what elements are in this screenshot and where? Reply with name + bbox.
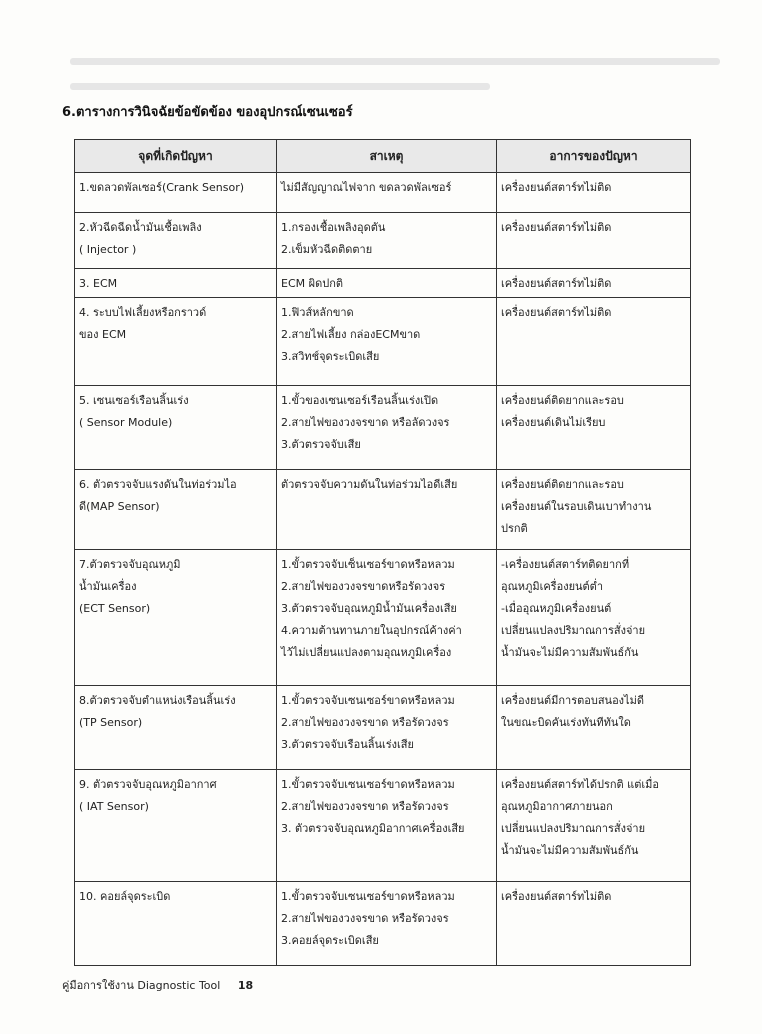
cause-line: 2.เข็มหัวฉีดติดตาย (281, 243, 373, 256)
cell-location (75, 269, 277, 298)
symptom-line: เครื่องยนต์เดินไม่เรียบ (501, 416, 606, 429)
cause-line: 3.ตัวตรวจจับเสีย (281, 438, 361, 451)
table-row (75, 269, 691, 298)
cell-location (75, 550, 277, 686)
header-location: จุดที่เกิดปัญหา (75, 140, 277, 173)
location-line: 2.หัวฉีดฉีดน้ำมันเชื้อเพลิง (79, 221, 202, 234)
table-row (75, 770, 691, 882)
symptom-line: อุณหภูมิอากาศภายนอก (501, 800, 613, 813)
cell-cause (277, 770, 497, 882)
cell-location (75, 173, 277, 213)
cell-cause (277, 213, 497, 269)
table-row (75, 173, 691, 213)
location-line: ( Injector ) (79, 243, 137, 256)
symptom-line: เครื่องยนต์ติดยากและรอบ (501, 478, 624, 491)
location-line: ของ ECM (79, 328, 127, 341)
location-line: 7.ตัวตรวจจับอุณหภูมิ (79, 558, 181, 571)
cell-cause (277, 550, 497, 686)
location-line: (ECT Sensor) (79, 602, 151, 615)
cell-cause (277, 173, 497, 213)
cause-line: 2.สายไฟเลี้ยง กล่องECMขาด (281, 328, 421, 341)
location-line: 8.ตัวตรวจจับตำแหน่งเรือนลิ้นเร่ง (79, 694, 236, 707)
table-row (75, 550, 691, 686)
cell-symptom (497, 470, 691, 550)
cell-location (75, 386, 277, 470)
location-line: ( Sensor Module) (79, 416, 173, 429)
cell-location (75, 686, 277, 770)
location-line: 4. ระบบไฟเลี้ยงหรือกราวด์ (79, 306, 207, 319)
cause-line: ไว้ไม่เปลี่ยนแปลงตามอุณหภูมิเครื่อง (281, 646, 452, 659)
cause-line: 3.คอยล์จุดระเบิดเสีย (281, 934, 379, 947)
symptom-line: -เครื่องยนต์สตาร์ทติดยากที่ (501, 558, 630, 571)
cause-line: 3.ตัวตรวจจับอุณหภูมิน้ำมันเครื่องเสีย (281, 602, 457, 615)
location-line: 10. คอยล์จุดระเบิด (79, 890, 171, 903)
cause-line: 3.สวิทช์จุดระเบิดเสีย (281, 350, 380, 363)
cell-location (75, 213, 277, 269)
symptom-line: เปลี่ยนแปลงปริมาณการสั่งจ่าย (501, 822, 646, 835)
header-cause: สาเหตุ (277, 140, 497, 173)
location-line: (TP Sensor) (79, 716, 143, 729)
cause-line: 2.สายไฟของวงจรขาด หรือรัดวงจร (281, 800, 449, 813)
location-line: 6. ตัวตรวจจับแรงดันในท่อร่วมไอ (79, 478, 237, 491)
footer-text: คู่มือการใช้งาน Diagnostic Tool (62, 979, 221, 992)
cell-symptom (497, 686, 691, 770)
location-line: ( IAT Sensor) (79, 800, 149, 813)
symptom-line: เครื่องยนต์มีการตอบสนองไม่ดี (501, 694, 644, 707)
symptom-line: เครื่องยนต์ในรอบเดินเบาทำงาน (501, 500, 652, 513)
cell-symptom (497, 213, 691, 269)
symptom-line: น้ำมันจะไม่มีความสัมพันธ์กัน (501, 646, 639, 659)
cause-line: ตัวตรวจจับความดันในท่อร่วมไอดีเสีย (281, 478, 458, 491)
symptom-line: เครื่องยนต์สตาร์ทได้ปรกติ แต่เมื่อ (501, 778, 660, 791)
cause-line: 1.ขั้วของเซนเซอร์เรือนลิ้นเร่งเปิด (281, 394, 439, 407)
cell-cause (277, 470, 497, 550)
page-footer (62, 976, 253, 994)
symptom-line: เครื่องยนต์สตาร์ทไม่ติด (501, 890, 612, 903)
table-row (75, 386, 691, 470)
symptom-line: เครื่องยนต์สตาร์ทไม่ติด (501, 306, 612, 319)
cell-cause (277, 386, 497, 470)
table-header-row (75, 140, 691, 173)
table-row (75, 470, 691, 550)
cause-line: 1.ขั้วตรวจจับเซนเซอร์ขาดหรือหลวม (281, 694, 455, 707)
cause-line: 2.สายไฟของวงจรขาด หรือรัดวงจร (281, 716, 449, 729)
symptom-line: เปลี่ยนแปลงปริมาณการสั่งจ่าย (501, 624, 646, 637)
cause-line: 4.ความต้านทานภายในอุปกรณ์ค้างค่า (281, 624, 462, 637)
page-number: 18 (237, 979, 254, 992)
table-row (75, 298, 691, 386)
header-symptom: อาการของปัญหา (497, 140, 691, 173)
cause-line: 1.ขั้วตรวจจับเซ็นเซอร์ขาดหรือหลวม (281, 558, 455, 571)
symptom-line: ปรกติ (501, 522, 528, 535)
cell-symptom (497, 269, 691, 298)
symptom-line: เครื่องยนต์สตาร์ทไม่ติด (501, 277, 612, 290)
cell-cause (277, 298, 497, 386)
cause-line: 2.สายไฟของวงจรขาดหรือรัดวงจร (281, 580, 446, 593)
table-row (75, 686, 691, 770)
symptom-line: เครื่องยนต์ติดยากและรอบ (501, 394, 624, 407)
cell-symptom (497, 550, 691, 686)
table-body (75, 173, 691, 966)
section-title: 6.ตารางการวินิจฉัยข้อขัดข้อง ของอุปกรณ์เซนเซอร์ (62, 105, 353, 120)
cause-line: 3. ตัวตรวจจับอุณหภูมิอากาศเครื่องเสีย (281, 822, 465, 835)
symptom-line: เครื่องยนต์สตาร์ทไม่ติด (501, 181, 612, 194)
symptom-line: ในขณะบิดคันเร่งทันทีทันใด (501, 716, 631, 729)
cell-symptom (497, 386, 691, 470)
location-line: น้ำมันเครื่อง (79, 580, 137, 593)
symptom-line: อุณหภูมิเครื่องยนต์ต่ำ (501, 580, 603, 593)
cause-line: 2.สายไฟของวงจรขาด หรือรัดวงจร (281, 912, 449, 925)
cause-line: 3.ตัวตรวจจับเรือนลิ้นเร่งเสีย (281, 738, 414, 751)
cell-location (75, 770, 277, 882)
cell-cause (277, 686, 497, 770)
table-row (75, 882, 691, 966)
symptom-line: น้ำมันจะไม่มีความสัมพันธ์กัน (501, 844, 639, 857)
table-row (75, 213, 691, 269)
cell-location (75, 470, 277, 550)
cell-cause (277, 882, 497, 966)
cell-location (75, 882, 277, 966)
location-line: 5. เซนเซอร์เรือนลิ้นเร่ง (79, 394, 189, 407)
diagnosis-table (74, 139, 691, 966)
location-line: 3. ECM (79, 277, 118, 290)
location-line: 1.ขดลวดพัลเซอร์(Crank Sensor) (79, 181, 245, 194)
cause-line: 1.ขั้วตรวจจับเซนเซอร์ขาดหรือหลวม (281, 778, 455, 791)
cell-symptom (497, 882, 691, 966)
location-line: 9. ตัวตรวจจับอุณหภูมิอากาศ (79, 778, 217, 791)
symptom-line: -เมื่ออุณหภูมิเครื่องยนต์ (501, 602, 612, 615)
cause-line: 1.ขั้วตรวจจับเซนเซอร์ขาดหรือหลวม (281, 890, 455, 903)
cell-location (75, 298, 277, 386)
cell-symptom (497, 770, 691, 882)
cause-line: ECM ผิดปกติ (281, 277, 343, 290)
cell-symptom (497, 173, 691, 213)
cause-line: 2.สายไฟของวงจรขาด หรือลัดวงจร (281, 416, 450, 429)
location-line: ดี(MAP Sensor) (79, 500, 160, 513)
cause-line: 1.ฟิวส์หลักขาด (281, 306, 354, 319)
symptom-line: เครื่องยนต์สตาร์ทไม่ติด (501, 221, 612, 234)
cell-cause (277, 269, 497, 298)
cause-line: 1.กรองเชื้อเพลิงอุดตัน (281, 221, 386, 234)
cell-symptom (497, 298, 691, 386)
cause-line: ไม่มีสัญญาณไฟจาก ขดลวดพัลเซอร์ (281, 181, 452, 194)
